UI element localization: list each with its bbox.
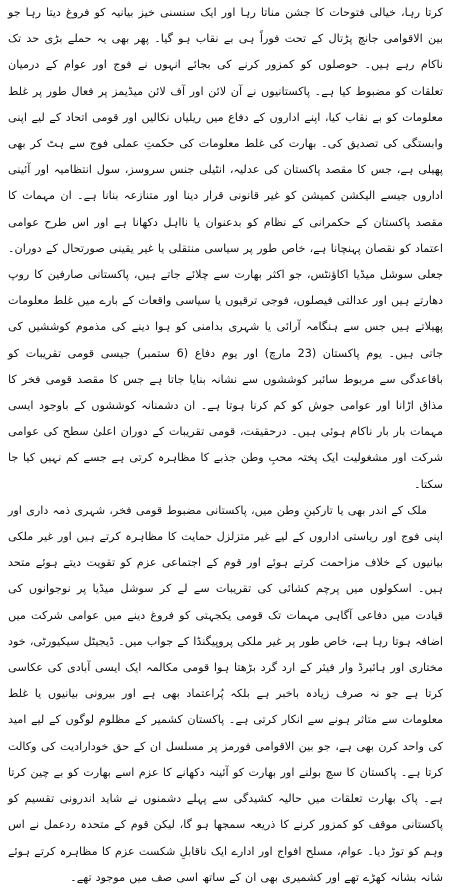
article-paragraph-1: کرتا رہا، خیالی فتوحات کا جشن مناتا رہا اور ایک سنسنی خیز بیانیہ کو فروغ دیتا رہا جو بین الاقوامی جانچ پڑتال کے تحت فوراً ہی بے نقاب ہو گیا۔ پھر بھی یہ حملے بڑی حد تک ناکام رہے ہیں۔ حوصلوں کو کمزور کرنے کی بجائے انہوں نے فوج اور عوام کے درمیان تعلقات کو مضبوط کیا ہے۔ پاکستانیوں نے آن لائن اور آف لائن میڈیمز پر فعال طور پر غلط معلومات کو بے نقاب کیا، اپنے اداروں کے دفاع میں ریلیاں نکالیں اور قومی اتحاد کے لیے اپنی وابستگی کی تصدیق کی۔ بھارت کی غلط معلومات کی حکمتِ عملی فوج سے ہٹ کر بھی پھیلی ہے، جس کا مقصد پاکستان کی عدلیہ، انٹیلی جنس سروسز، سول انتظامیہ اور آئینی اداروں جیسے الیکشن کمیشن کو غیر قانونی قرار دینا اور متنازعہ بنانا ہے۔ ان مہمات کا مقصد پاکستان کے حکمرانی کے نظام کو بدعنوان یا نااہل دکھانا ہے اور اس طرح عوامی اعتماد کو نقصان پہنچانا ہے، خاص طور پر سیاسی منتقلی یا غیر یقینی صورتحال کے دوران۔ جعلی سوشل میڈیا اکاؤنٹس، جو اکثر بھارت سے چلائے جاتے ہیں، پاکستانی صارفین کا روپ دھارتے ہیں اور عدالتی فیصلوں، فوجی ترقیوں یا سیاسی واقعات کے بارے میں غلط معلومات پھیلاتے ہیں جس سے ہنگامہ آرائی یا شہری بدامنی کو ہوا دینے کی مذموم کوششیں کی جاتی ہیں۔ یوم پاکستان (23 مارچ) اور یوم دفاع (6 ستمبر) جیسی قومی تقریبات کو باقاعدگی سے مربوط سائبر کوششوں سے نشانہ بنایا جاتا ہے جس کا مقصد قومی فخر کا مذاق اڑانا اور عوامی جوش کو کم کرنا ہوتا ہے۔ ان دشمنانہ کوششوں کے باوجود ایسی مہمات بار بار ناکام ہوئی ہیں۔ درحقیقت، قومی تقریبات کے دوران اعلیٰ سطح کی عوامی شرکت اور مشغولیت ایک پختہ محبِ وطن جذبے کا مظاہرہ کرتی ہے جسے کم نہیں کیا جا سکتا۔ xyxy=(8,6,443,491)
article-paragraph-2: ملک کے اندر بھی یا تارکینِ وطن میں، پاکستانی مضبوط قومی فخر، شہری ذمہ داری اور اپنی فوج اور ریاستی اداروں کے لیے غیر متزلزل حمایت کا مظاہرہ کرتے ہیں اور غیر ملکی بیانیوں کے خلاف مزاحمت کرتے ہوئے اور قوم کے اجتماعی عزم کو تقویت دیتے ہوئے متحد ہیں۔ اسکولوں میں پرچم کشائی کی تقریبات سے لے کر سوشل میڈیا پر نوجوانوں کی قیادت میں دفاعی آگاہی مہمات تک قومی یکجہتی کو فروغ دینے میں عوامی شرکت میں اضافہ ہوتا رہا ہے، خاص طور پر غیر ملکی پروپیگنڈا کے جواب میں۔ ڈیجیٹل سیکیورٹی، خود مختاری اور ہائبرڈ وار فیئر کے ارد گرد بڑھتا ہوا قومی مکالمہ ایک ایسی آبادی کی عکاسی کرتا ہے جو نہ صرف زیادہ باخبر ہے بلکہ پُراعتماد بھی ہے اور بیرونی بیانیوں یا غلط معلومات سے متاثر ہونے سے انکار کرتی ہے۔ پاکستان کشمیر کے مظلوم لوگوں کے لیے امید کی واحد کرن بھی ہے، جو بین الاقوامی فورمز پر مسلسل ان کے حق خودارادیت کی وکالت کرتا ہے۔ پاکستان کا سچ بولنے اور بھارت کو آئینہ دکھانے کا عزم اسے بھارت کو بے چین کرتا ہے۔ پاک بھارت تعلقات میں حالیہ کشیدگی سے پہلے دشمنوں نے شاید اندرونی تقسیم کو پاکستانی موقف کو کمزور کرنے کا ذریعہ سمجھا ہو گا، لیکن قوم کے متحدہ ردعمل نے اس وہم کو توڑ دیا۔ عوام، مسلح افواج اور ادارے ایک ناقابلِ شکست عزم کا مظاہرہ کرتے ہوئے شانہ بشانہ کھڑے تھے اور کشمیری بھی ان کے ساتھ اسی صف میں موجود تھے۔ xyxy=(8,503,443,884)
